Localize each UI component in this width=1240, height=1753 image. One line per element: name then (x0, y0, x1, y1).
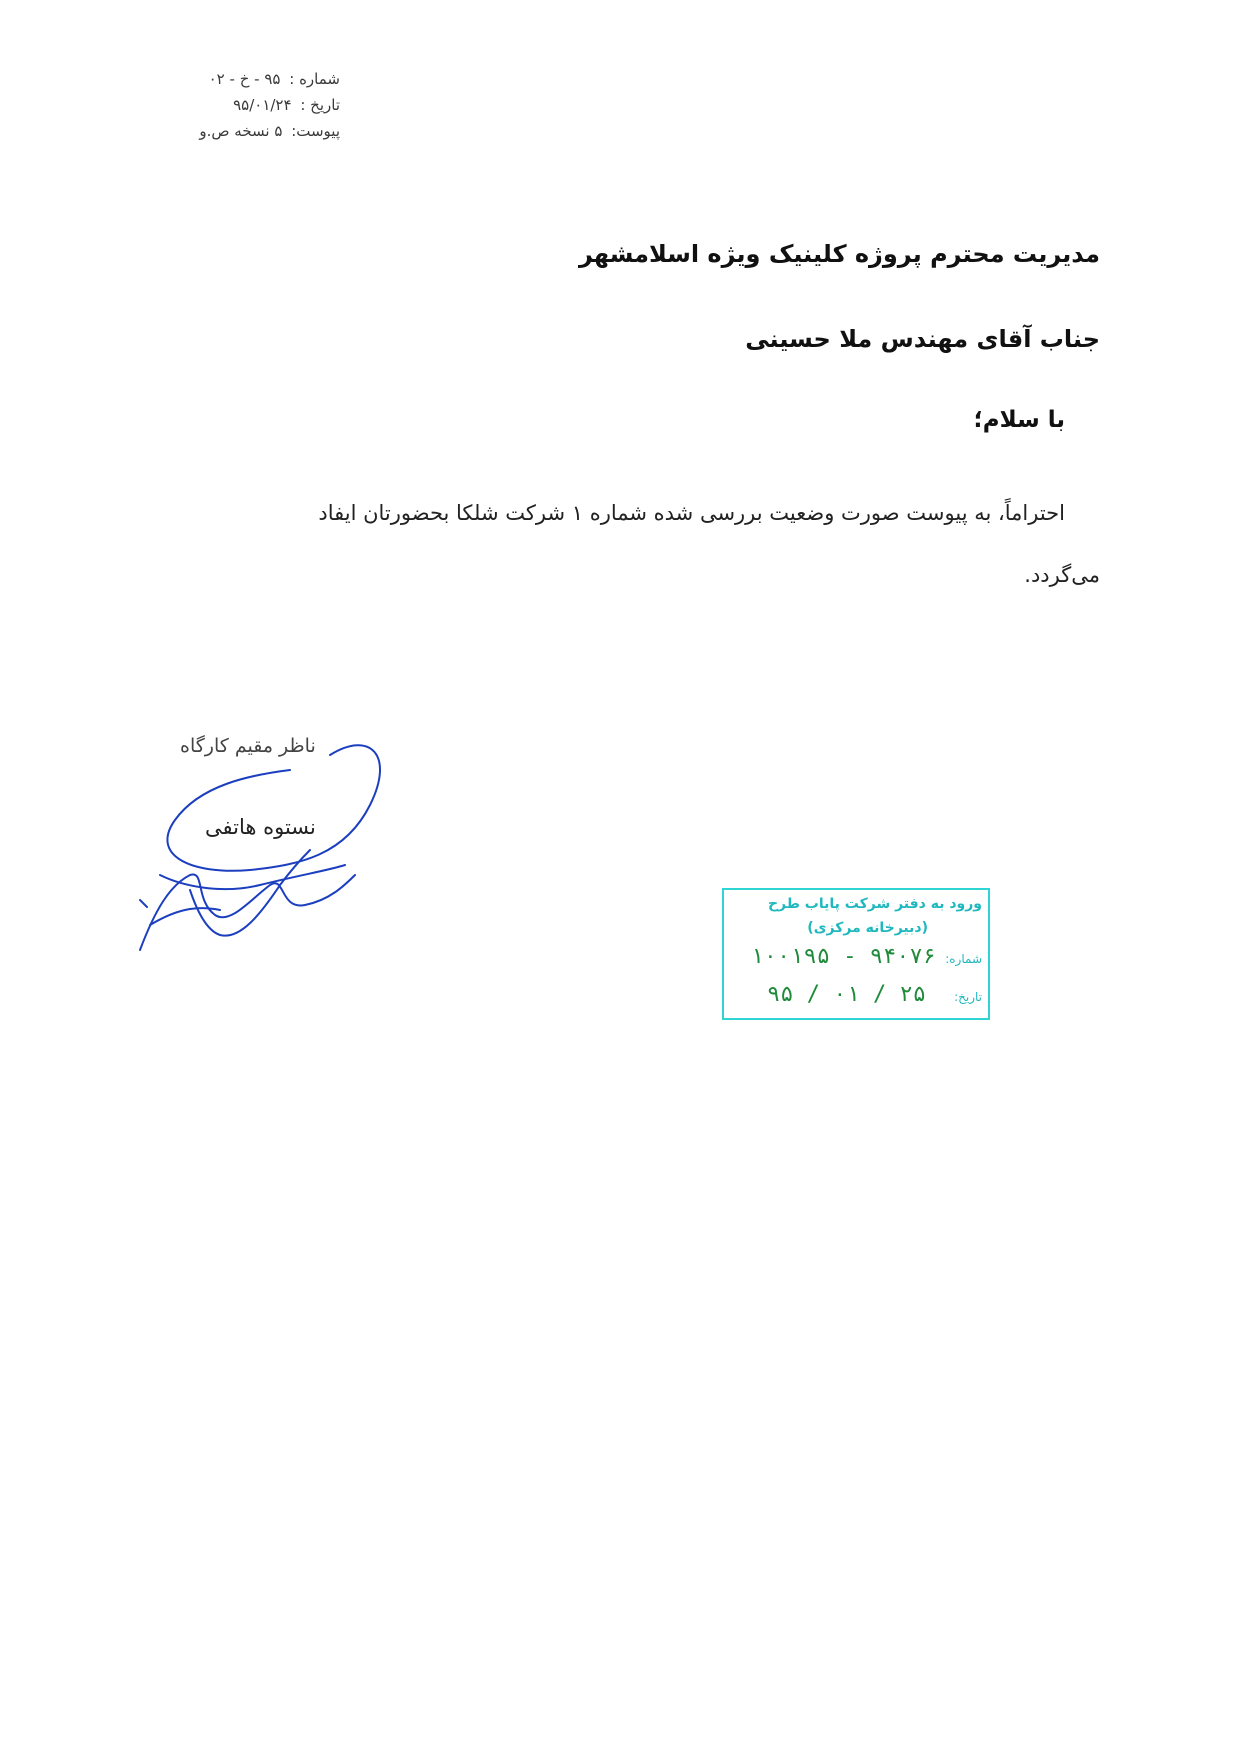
letter-number-row (160, 66, 340, 92)
stamp-subtitle: (دبیرخانه مرکزی) (807, 920, 928, 936)
greeting: با سلام؛ (973, 407, 1065, 433)
signatory-title: ناظر مقیم کارگاه (180, 735, 316, 757)
letter-attachment-row (160, 118, 340, 144)
addressee-person: جناب آقای مهندس ملا حسینی (745, 325, 1100, 353)
letter-attachment-value: ۵ نسخه ص.و (199, 122, 283, 140)
addressee-organization: مدیریت محترم پروژه کلینیک ویژه اسلامشهر (578, 240, 1100, 268)
incoming-mail-stamp (722, 888, 990, 1020)
letter-body-line-1: احتراماً، به پیوست صورت وضعیت بررسی شده شماره ۱ شرکت شلکا بحضورتان ایفاد (318, 501, 1065, 525)
stamp-number-label: شماره: (945, 952, 982, 966)
stamp-number-value: ۱۰۰۱۹۵ - ۹۴۰۷۶ (750, 944, 936, 969)
letter-date-value: ۹۵/۰۱/۲۴ (233, 96, 292, 114)
signatory-name: نستوه هاتفی (205, 815, 316, 839)
stamp-title: ورود به دفتر شرکت پایاب طرح (767, 896, 982, 912)
letter-number-label: شماره : (289, 70, 340, 88)
letter-attachment-label: پیوست: (291, 122, 340, 140)
letter-body (210, 482, 1100, 606)
letter-body-line-2: می‌گردد. (1024, 563, 1100, 587)
handwritten-signature-icon (130, 735, 410, 975)
stamp-date-value: ۹۵ / ۰۱ / ۲۵ (767, 982, 926, 1007)
letter-number-value: ۹۵ - خ - ۰۲ (208, 70, 281, 88)
stamp-date-label: تاریخ: (954, 990, 982, 1004)
signature-block (130, 735, 410, 975)
letter-meta (160, 66, 340, 144)
letter-date-row (160, 92, 340, 118)
letter-date-label: تاریخ : (300, 96, 340, 114)
